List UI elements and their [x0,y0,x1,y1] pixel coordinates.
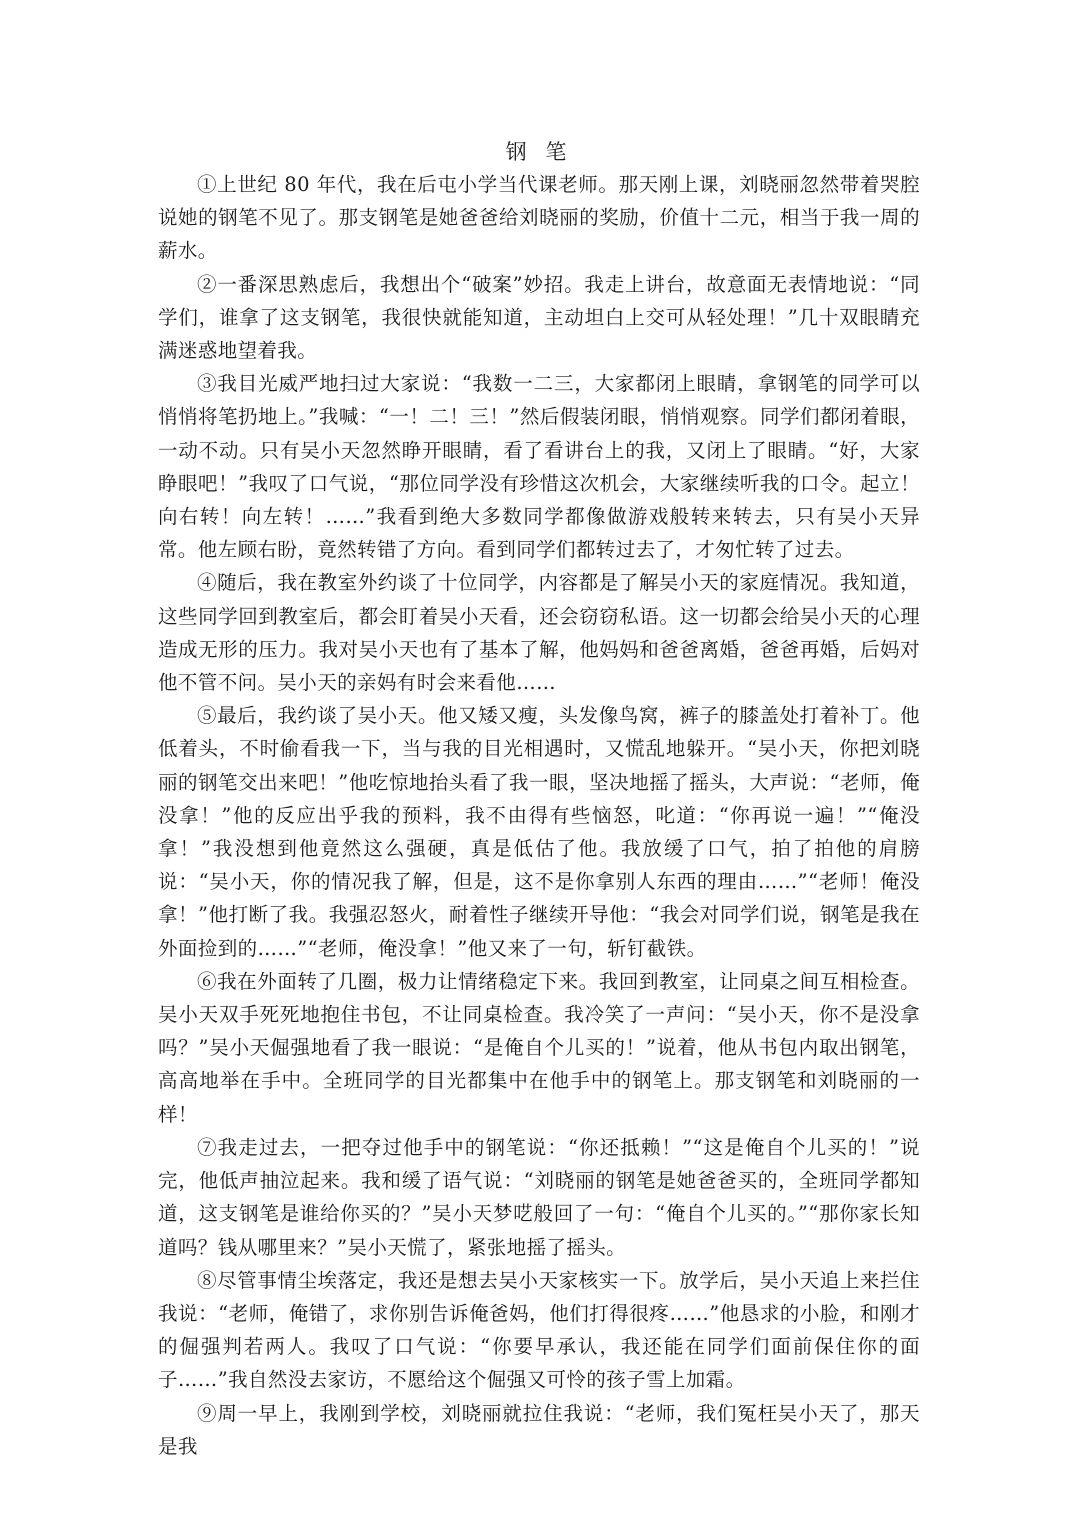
paragraph-7: ⑦我走过去，一把夺过他手中的钢笔说：“你还抵赖！”“这是俺自个儿买的！”说完，他低声抽泣起来。我和缓了语气说：“刘晓丽的钢笔是她爸爸买的，全班同学都知道，这支钢笔是谁给你买的？”吴小天梦呓般回了一句：“俺自个儿买的。”“那你家长知道吗？钱从哪里来？”吴小天慌了，紧张地摇了摇头。 [158,1135,920,1259]
document-page [158,136,920,1463]
paragraph-4: ④随后，我在教室外约谈了十位同学，内容都是了解吴小天的家庭情况。我知道，这些同学回到教室后，都会盯着吴小天看，还会窃窃私语。这一切都会给吴小天的心理造成无形的压力。我对吴小天也有了基本了解，他妈妈和爸爸离婚，爸爸再婚，后妈对他不管不问。吴小天的亲妈有时会来看他…… [158,571,920,695]
article-title: 钢 笔 [505,140,573,164]
paragraph-1: ①上世纪 80 年代，我在后屯小学当代课老师。那天刚上课，刘晓丽忽然带着哭腔说她的钢笔不见了。那支钢笔是她爸爸给刘晓丽的奖励，价值十二元，相当于我一周的薪水。 [158,173,920,263]
paragraph-9: ⑨周一早上，我刚到学校，刘晓丽就拉住我说：“老师，我们冤枉吴小天了，那天是我 [158,1401,920,1458]
paragraph-5: ⑤最后，我约谈了吴小天。他又矮又瘦，头发像鸟窝，裤子的膝盖处打着补丁。他低着头，不时偷看我一下，当与我的目光相遇时，又慌乱地躲开。“吴小天，你把刘晓丽的钢笔交出来吧！”他吃惊地抬头看了我一眼，坚决地摇了摇头，大声说：“老师，俺没拿！”他的反应出乎我的预料，我不由得有些恼怒，叱道：“你再说一遍！”“俺没拿！”我没想到他竟然这么强硬，真是低估了他。我放缓了口气，拍了拍他的肩膀说：“吴小天，你的情况我了解，但是，这不是你拿别人东西的理由……”“老师！俺没拿！”他打断了我。我强忍怒火，耐着性子继续开导他：“我会对同学们说，钢笔是我在外面捡到的……”“老师，俺没拿！”他又来了一句，斩钉截铁。 [158,704,920,960]
paragraph-3: ③我目光威严地扫过大家说：“我数一二三，大家都闭上眼睛，拿钢笔的同学可以悄悄将笔扔地上。”我喊：“一！二！三！”然后假装闭眼，悄悄观察。同学们都闭着眼，一动不动。只有吴小天忽然睁开眼睛，看了看讲台上的我，又闭上了眼睛。“好，大家睁眼吧！”我叹了口气说，“那位同学没有珍惜这次机会，大家继续听我的口令。起立！向右转！向左转！……”我看到绝大多数同学都像做游戏般转来转去，只有吴小天异常。他左顾右盼，竟然转错了方向。看到同学们都转过去了，才匆忙转了过去。 [158,372,920,562]
paragraph-6: ⑥我在外面转了几圈，极力让情绪稳定下来。我回到教室，让同桌之间互相检查。吴小天双手死死地抱住书包，不让同桌检查。我冷笑了一声问：“吴小天，你不是没拿吗？”吴小天倔强地看了我一眼说：“是俺自个儿买的！”说着，他从书包内取出钢笔，高高地举在手中。全班同学的目光都集中在他手中的钢笔上。那支钢笔和刘晓丽的一样！ [158,969,920,1126]
paragraph-2: ②一番深思熟虑后，我想出个“破案”妙招。我走上讲台，故意面无表情地说：“同学们，谁拿了这支钢笔，我很快就能知道，主动坦白上交可从轻处理！”几十双眼睛充满迷惑地望着我。 [158,272,920,363]
paragraph-8: ⑧尽管事情尘埃落定，我还是想去吴小天家核实一下。放学后，吴小天追上来拦住我说：“老师，俺错了，求你别告诉俺爸妈，他们打得很疼……”他恳求的小脸，和刚才的倔强判若两人。我叹了口气说：“你要早承认，我还能在同学们面前保住你的面子……”我自然没去家访，不愿给这个倔强又可怜的孩子雪上加霜。 [158,1268,920,1392]
